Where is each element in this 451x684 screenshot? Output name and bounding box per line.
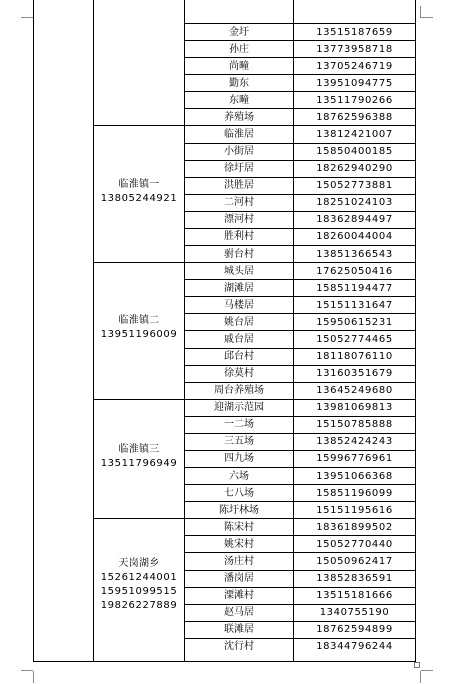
group-contact-phone: 15951099515 <box>100 586 178 597</box>
phone-number-cell: 18762596388 <box>316 112 393 123</box>
village-name-cell: 周台养殖场 <box>214 385 264 396</box>
phone-number-cell: 18251024103 <box>316 197 393 208</box>
phone-number-cell: 13511790266 <box>316 95 393 106</box>
village-name-cell: 陈圩林场 <box>219 505 259 516</box>
village-name-cell: 洪胜居 <box>224 180 254 191</box>
phone-number-cell: 15851194477 <box>316 283 393 294</box>
group-contact-phone: 15261244001 <box>100 572 178 583</box>
phone-number-cell: 13851366543 <box>316 249 393 260</box>
village-name-cell: 姚宋村 <box>224 539 254 550</box>
phone-number-cell: 13645249680 <box>316 385 393 396</box>
village-name-cell: 邱台村 <box>224 351 254 362</box>
phone-number-cell: 13515187659 <box>316 27 393 38</box>
phone-number-cell: 13705246719 <box>316 61 393 72</box>
group-divider <box>93 399 185 400</box>
table-left-border <box>33 0 34 661</box>
village-name-cell: 驸台村 <box>224 249 254 260</box>
village-name-cell: 金圩 <box>229 27 249 38</box>
village-name-cell: 勤东 <box>229 78 249 89</box>
phone-number-cell: 15151195616 <box>316 505 393 516</box>
group-contact-phone: 13511796949 <box>100 458 178 469</box>
village-name-cell: 姚台居 <box>224 317 254 328</box>
phone-number-cell: 15052773881 <box>316 180 393 191</box>
village-name-cell: 四九场 <box>224 453 254 464</box>
village-name-cell: 赵马居 <box>224 607 254 618</box>
phone-number-cell: 15052770440 <box>316 539 393 550</box>
phone-number-cell: 13812421007 <box>316 129 393 140</box>
phone-number-cell: 18344796244 <box>316 641 393 652</box>
phone-number-cell: 15150785888 <box>316 419 393 430</box>
phone-number-cell: 15850400185 <box>316 146 393 157</box>
village-name-cell: 胜利村 <box>224 231 254 242</box>
group-label <box>94 178 184 206</box>
phone-number-cell: 13852836591 <box>316 573 393 584</box>
phone-number-cell: 13852424243 <box>316 436 393 447</box>
village-name-cell: 徐莫村 <box>224 368 254 379</box>
group-divider <box>93 518 185 519</box>
table-bottom-border <box>33 661 416 662</box>
village-name-cell: 临淮居 <box>224 129 254 140</box>
village-name-cell: 汤庄村 <box>224 556 254 567</box>
phone-number-cell: 15151131647 <box>316 300 393 311</box>
group-contact-phone: 19826227889 <box>100 600 178 611</box>
village-name-cell: 东疃 <box>229 95 249 106</box>
village-name-cell: 养殖场 <box>224 112 254 123</box>
phone-number-cell: 13981069813 <box>316 402 393 413</box>
village-name-cell: 三五场 <box>224 436 254 447</box>
village-name-cell: 城头居 <box>224 266 254 277</box>
group-label <box>94 557 184 613</box>
phone-number-cell: 18362894497 <box>316 214 393 225</box>
group-contact-phone: 13951196009 <box>100 329 178 340</box>
village-name-cell: 六场 <box>229 471 249 482</box>
village-name-cell: 马楼居 <box>224 300 254 311</box>
group-label <box>94 443 184 471</box>
phone-number-cell: 13951094775 <box>316 78 393 89</box>
phone-number-cell: 13951066368 <box>316 471 393 482</box>
group-title: 天岗湖乡 <box>118 558 160 569</box>
phone-number-cell: 13773958718 <box>316 44 393 55</box>
village-name-cell: 七八场 <box>224 488 254 499</box>
phone-number-cell: 18361899502 <box>316 522 393 533</box>
group-title: 临淮镇一 <box>118 179 160 190</box>
village-name-cell: 小街居 <box>224 146 254 157</box>
table-resize-handle[interactable] <box>414 662 420 668</box>
phone-number-cell: 1340755190 <box>319 607 390 618</box>
village-name-cell: 漂河村 <box>224 214 254 225</box>
phone-number-cell: 18262940290 <box>316 163 393 174</box>
village-name-cell: 尚疃 <box>229 61 249 72</box>
phone-number-cell: 15052774465 <box>316 334 393 345</box>
group-title: 临淮镇二 <box>118 315 160 326</box>
group-divider <box>93 262 185 263</box>
phone-number-cell: 18118076110 <box>316 351 393 362</box>
phone-number-cell: 15996776961 <box>316 453 393 464</box>
group-title: 临淮镇三 <box>118 444 160 455</box>
village-name-cell: 溧滩村 <box>224 590 254 601</box>
village-name-cell: 徐圩居 <box>224 163 254 174</box>
group-divider <box>93 125 185 126</box>
group-contact-phone: 13805244921 <box>100 193 178 204</box>
group-label <box>94 314 184 342</box>
phone-number-cell: 13160351679 <box>316 368 393 379</box>
village-name-cell: 孙庄 <box>229 44 249 55</box>
village-name-cell: 一二场 <box>224 419 254 430</box>
village-name-cell: 联滩居 <box>224 624 254 635</box>
village-name-cell: 二河村 <box>224 197 254 208</box>
village-name-cell: 沈行村 <box>224 641 254 652</box>
phone-number-cell: 18762594899 <box>316 624 393 635</box>
village-name-cell: 湖滩居 <box>224 283 254 294</box>
phone-number-cell: 13515181666 <box>316 590 393 601</box>
phone-number-cell: 18260044004 <box>316 231 393 242</box>
village-name-cell: 陈宋村 <box>224 522 254 533</box>
village-name-cell: 迎湖示范园 <box>214 402 264 413</box>
phone-number-cell: 15950615231 <box>316 317 393 328</box>
village-name-cell: 戚台居 <box>224 334 254 345</box>
village-name-cell: 潘岗居 <box>224 573 254 584</box>
phone-number-cell: 15050962417 <box>316 556 393 567</box>
phone-number-cell: 15851196099 <box>316 488 393 499</box>
phone-number-cell: 17625050416 <box>316 266 393 277</box>
